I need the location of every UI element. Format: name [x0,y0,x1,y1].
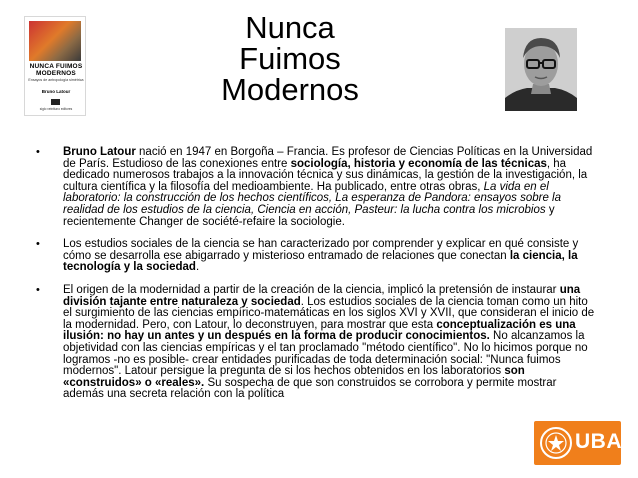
title-line-2: Fuimos [239,41,341,76]
bullet-text-1: Bruno Latour nació en 1947 en Borgoña – Francia. Es profesor de Ciencias Políticas en la Universidad de París. Estudioso de las conexiones entre sociología, historia y economía de las técnicas, ha dedicado numerosos trabajos a la innovación técnica y sus dinámicas, la gestión de la investigación, la cultura científica y la filosofía del medioambiente. Ha publicado, entre otras obras, La vida en el laboratorio: la construcción de los hechos científicos, La esperanza de Pandora: ensayos sobre la realidad de los estudios de la ciencia, Ciencia en acción, Pasteur: la lucha contra los microbios y recientemente Changer de société-refaire la sociologie. [63,146,593,228]
slide-body [36,147,596,412]
uba-logo-text: UBA [575,430,622,453]
portrait-drawing [505,28,577,111]
slide-title [190,12,390,105]
bullet-marker: • [36,283,40,296]
cover-subtitle: Ensayos de antropología simétrica [28,78,84,82]
bullet-text-2: Los estudios sociales de la ciencia se han caracterizado por comprender y explicar en qué consiste y cómo se desarrolla ese abigarrado y misterioso entramado de relaciones que conectan la ciencia, la tecnología y la sociedad. [63,238,579,274]
bullet-item-3 [36,285,596,401]
bullet-item-1 [36,147,596,228]
cover-author: Bruno Latour [41,89,71,94]
title-line-1: Nunca [245,10,335,45]
bullet-marker: • [36,146,40,158]
publisher-logo-icon [51,99,60,105]
title-line-3: Modernos [221,72,359,107]
author-portrait-photo [505,28,577,111]
cover-illustration [29,21,81,61]
bullet-item-2 [36,239,596,274]
cover-title: NUNCA FUIMOS MODERNOS [29,63,83,77]
uba-logo [534,421,621,465]
book-cover-image [24,16,86,116]
bullet-text-3: El origen de la modernidad a partir de la creación de la ciencia, implicó la pretensión de instaurar una división tajante entre naturaleza y sociedad. Los estudios sociales de la ciencia toman como un hito el surgimiento de las ciencias empírico-matemáticas en los siglos XVI y XVII, que consideran el inicio de la modernidad. Pero, con Latour, lo deconstruyen, para mostrar que esta conceptualización es una ilusión: no hay un antes y un después en la forma de producir conocimientos. No alcanzamos la objetividad con las ciencias empíricas y el tan proclamado "método científico". No lo hicimos porque no logramos -no es posible- crear entidades purificadas de toda determinación social: "Nunca fuimos modernos". Latour persigue la pregunta de si los hechos obtenidos en los laboratorios son «construidos» o «reales». Su sospecha de que son construidos se corrobora y permite mostrar además una secreta relación con la política [63,283,595,401]
cover-publisher: siglo veintiuno editores [39,107,73,111]
bullet-marker: • [36,238,40,251]
uba-seal-icon [539,426,573,460]
